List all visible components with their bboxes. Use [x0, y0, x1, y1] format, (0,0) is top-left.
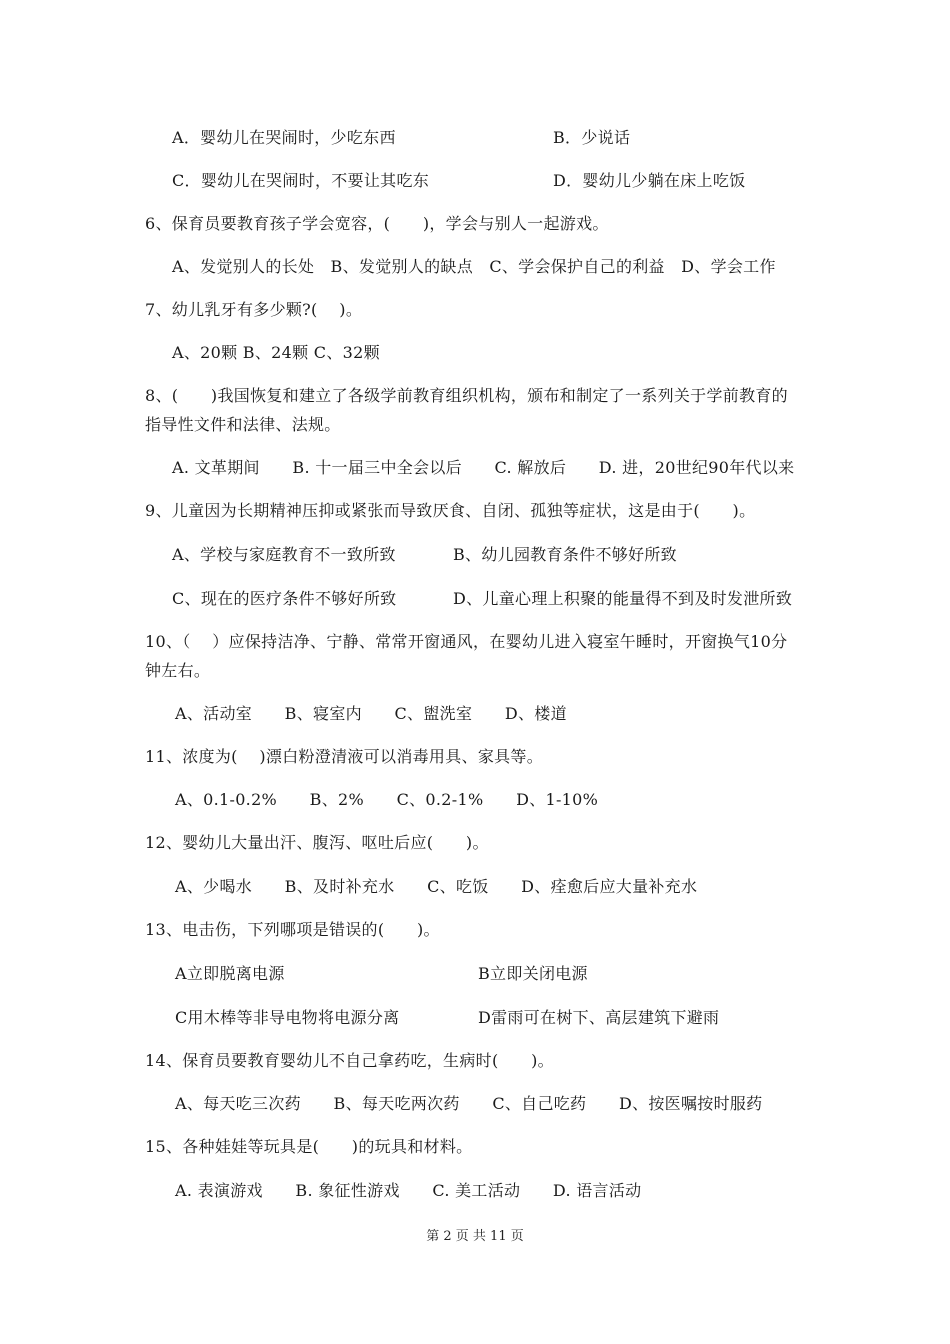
question-12-options: A、少喝水 B、及时补充水 C、吃饭 D、痊愈后应大量补充水	[175, 877, 698, 896]
question-8-options: A. 文革期间 B. 十一届三中全会以后 C. 解放后 D. 进，20世纪90年代以来	[172, 458, 795, 477]
question-8-stem-cont: 指导性文件和法律、法规。	[145, 415, 341, 434]
option-q9-d: D、儿童心理上积聚的能量得不到及时发泄所致	[453, 589, 793, 608]
question-14-options: A、每天吃三次药 B、每天吃两次药 C、自己吃药 D、按医嘱按时服药	[175, 1094, 763, 1113]
question-7-stem: 7、幼儿乳牙有多少颗?( )。	[145, 300, 363, 319]
option-q5-c: C．婴幼儿在哭闹时，不要让其吃东	[172, 171, 430, 190]
option-q9-b: B、幼儿园教育条件不够好所致	[453, 545, 677, 564]
option-q13-b: B立即关闭电源	[478, 964, 588, 983]
option-q5-b: B．少说话	[553, 128, 631, 147]
option-q5-a: A．婴幼儿在哭闹时，少吃东西	[172, 128, 396, 147]
question-10-stem: 10、（ ）应保持洁净、宁静、常常开窗通风，在婴幼儿进入寝室午睡时，开窗换气10分	[145, 632, 788, 651]
question-15-options: A. 表演游戏 B. 象征性游戏 C. 美工活动 D. 语言活动	[175, 1181, 642, 1200]
question-8-stem: 8、( )我国恢复和建立了各级学前教育组织机构，颁布和制定了一系列关于学前教育的	[145, 386, 788, 405]
question-6-stem: 6、保育员要教育孩子学会宽容，( )，学会与别人一起游戏。	[145, 214, 609, 233]
question-6-options: A、发觉别人的长处 B、发觉别人的缺点 C、学会保护自己的利益 D、学会工作	[172, 257, 776, 276]
option-q5-d: D．婴幼儿少躺在床上吃饭	[553, 171, 746, 190]
option-q13-d: D雷雨可在树下、高层建筑下避雨	[478, 1008, 720, 1027]
question-15-stem: 15、各种娃娃等玩具是( )的玩具和材料。	[145, 1137, 473, 1156]
question-13-stem: 13、电击伤，下列哪项是错误的( )。	[145, 920, 440, 939]
question-10-stem-cont: 钟左右。	[145, 661, 211, 680]
question-9-stem: 9、儿童因为长期精神压抑或紧张而导致厌食、自闭、孤独等症状，这是由于( )。	[145, 501, 756, 520]
question-11-options: A、0.1-0.2% B、2% C、0.2-1% D、1-10%	[175, 790, 599, 809]
question-10-options: A、活动室 B、寝室内 C、盥洗室 D、楼道	[175, 704, 567, 723]
question-11-stem: 11、浓度为( )漂白粉澄清液可以消毒用具、家具等。	[145, 747, 544, 766]
option-q9-a: A、学校与家庭教育不一致所致	[172, 545, 396, 564]
page-footer: 第 2 页 共 11 页	[426, 1229, 524, 1244]
option-q13-a: A立即脱离电源	[175, 964, 285, 983]
option-q9-c: C、现在的医疗条件不够好所致	[172, 589, 397, 608]
question-14-stem: 14、保育员要教育婴幼儿不自己拿药吃，生病时( )。	[145, 1051, 554, 1070]
question-12-stem: 12、婴幼儿大量出汗、腹泻、呕吐后应( )。	[145, 833, 489, 852]
option-q13-c: C用木棒等非导电物将电源分离	[175, 1008, 400, 1027]
question-7-options: A、20颗 B、24颗 C、32颗	[172, 343, 380, 362]
